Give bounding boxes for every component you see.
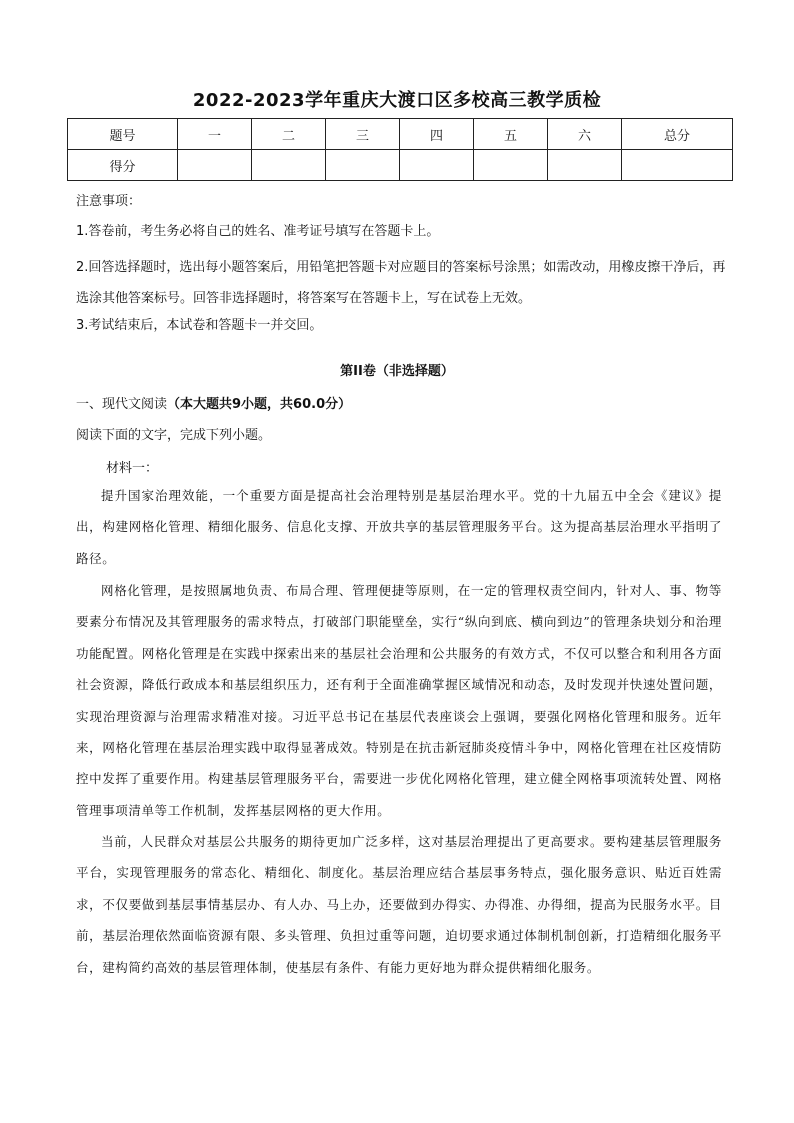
score-cell bbox=[400, 150, 474, 181]
header-cell: 题号 bbox=[68, 119, 178, 150]
header-cell: 五 bbox=[474, 119, 548, 150]
score-cell bbox=[326, 150, 400, 181]
passage-paragraph bbox=[76, 826, 722, 983]
paragraph-text: 提升国家治理效能，一个重要方面是提高社会治理特别是基层治理水平。党的十九届五中全会《建议》提出，构建网格化管理、精细化服务、信息化支撑、开放共享的基层管理服务平台。这为提高基层治理水平指明了路径。 bbox=[76, 488, 722, 566]
score-cell bbox=[178, 150, 252, 181]
score-cell bbox=[252, 150, 326, 181]
header-cell: 一 bbox=[178, 119, 252, 150]
row-label-cell: 得分 bbox=[68, 150, 178, 181]
passage-paragraph bbox=[76, 575, 722, 826]
question-instruction: 阅读下面的文字，完成下列小题。 bbox=[76, 428, 272, 443]
passage-paragraph bbox=[76, 480, 722, 574]
score-table-header-row bbox=[68, 119, 733, 150]
notice-item: 3.考试结束后，本试卷和答题卡一并交回。 bbox=[76, 318, 323, 333]
header-cell: 四 bbox=[400, 119, 474, 150]
paragraph-text: 网格化管理，是按照属地负责、布局合理、管理便捷等原则，在一定的管理权责空间内，针对人、事、物等要素分布情况及其管理服务的需求特点，打破部门职能壁垒，实行“纵向到底、横向到边”的管理条块划分和治理功能配置。网格化管理是在实践中探索出来的基层社会治理和公共服务的有效方式，不仅可以整合和利用各方面社会资源，降低行政成本和基层组织压力，还有利于全面准确掌握区域情况和动态，及时发现并快速处置问题，实现治理资源与治理需求精准对接。习近平总书记在基层代表座谈会上强调，要强化网格化管理和服务。近年来，网格化管理在基层治理实践中取得显著成效。特别是在抗击新冠肺炎疫情斗争中，网格化管理在社区疫情防控中发挥了重要作用。构建基层管理服务平台，需要进一步优化网格化管理，建立健全网格事项流转处置、网格管理事项清单等工作机制，发挥基层网格的更大作用。 bbox=[76, 583, 722, 818]
paragraph-text: 当前，人民群众对基层公共服务的期待更加广泛多样，这对基层治理提出了更高要求。要构建基层管理服务平台，实现管理服务的常态化、精细化、制度化。基层治理应结合基层事务特点，强化服务意识、贴近百姓需求，不仅要做到基层事情基层办、有人办、马上办，还要做到办得实、办得准、办得细，提高为民服务水平。目前，基层治理依然面临资源有限、多头管理、负担过重等问题，迫切要求通过体制机制创新，打造精细化服务平台，建构简约高效的基层管理体制，使基层有条件、有能力更好地为群众提供精细化服务。 bbox=[76, 834, 722, 975]
notice-item: 2.回答选择题时，选出每小题答案后，用铅笔把答题卡对应题目的答案标号涂黑；如需改动，用橡皮擦干净后，再选涂其他答案标号。回答非选择题时，将答案写在答题卡上，写在试卷上无效。 bbox=[76, 260, 726, 306]
header-cell: 二 bbox=[252, 119, 326, 150]
exam-title: 2022-2023学年重庆大渡口区多校高三教学质检 bbox=[192, 90, 602, 111]
question-title bbox=[76, 393, 351, 412]
score-table bbox=[67, 118, 733, 181]
question-detail: （本大题共9小题，共60.0分） bbox=[167, 397, 352, 412]
score-table-score-row bbox=[68, 150, 733, 181]
score-cell bbox=[474, 150, 548, 181]
header-cell: 六 bbox=[548, 119, 622, 150]
section-title: 第II卷（非选择题） bbox=[340, 364, 454, 379]
question-prefix: 一、现代文阅读 bbox=[76, 397, 168, 412]
notice-title: 注意事项： bbox=[76, 194, 142, 209]
notice-item: 1.答卷前，考生务必将自己的姓名、准考证号填写在答题卡上。 bbox=[76, 224, 440, 239]
material-label: 材料一： bbox=[106, 461, 159, 476]
score-cell bbox=[548, 150, 622, 181]
score-cell bbox=[622, 150, 733, 181]
header-cell: 三 bbox=[326, 119, 400, 150]
header-cell: 总分 bbox=[622, 119, 733, 150]
